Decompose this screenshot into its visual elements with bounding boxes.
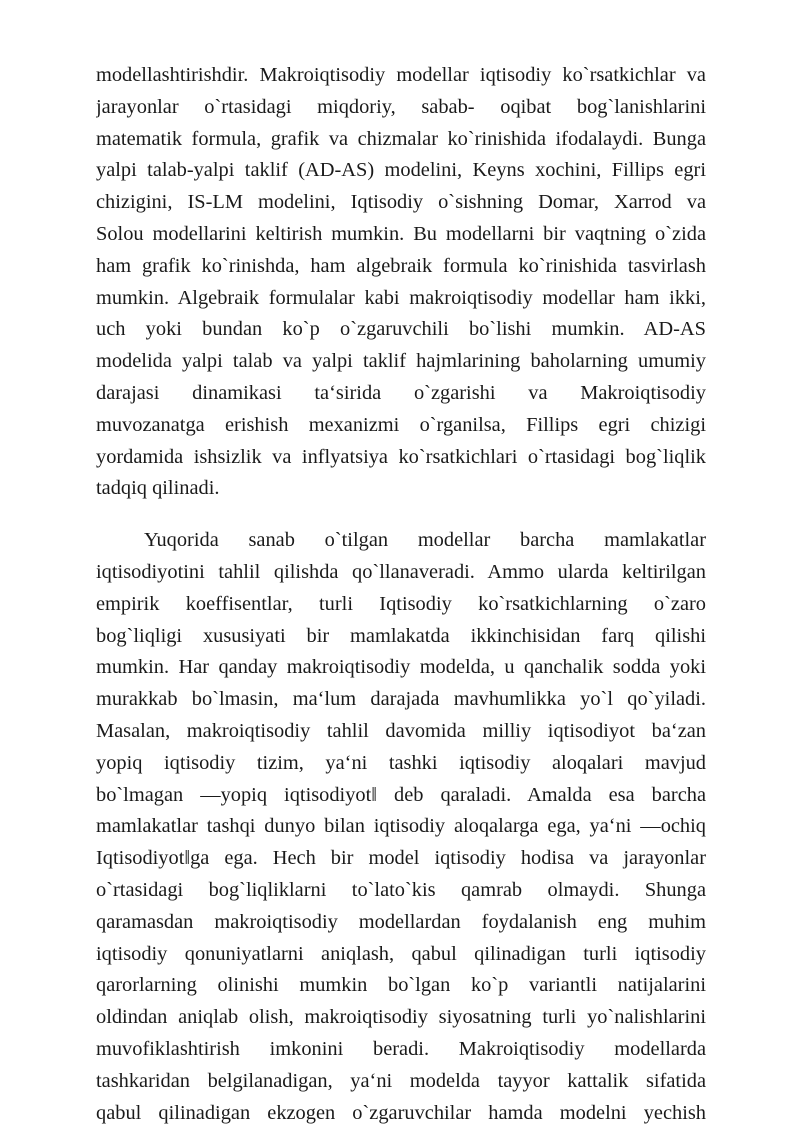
- paragraph-1: [96, 60, 706, 505]
- text-line: modelida yalpi talab va yalpi taklif hajmlarining baholarning umumiy: [96, 350, 706, 373]
- text-line: bo`lmagan ―yopiq iqtisodiyot‖ deb qaraladi. Amalda esa barcha: [96, 783, 706, 806]
- text-line: iqtisodiy qonuniyatlarni aniqlash, qabul qilinadigan turli iqtisodiy: [96, 942, 706, 965]
- text-line: mumkin. Algebraik formulalar kabi makroiqtisodiy modellar ham ikki,: [96, 286, 706, 309]
- text-line: bog`liqligi xususiyati bir mamlakatda ikkinchisidan farq qilishi: [96, 624, 706, 647]
- text-line: iqtisodiyotini tahlil qilishda qo`llanaveradi. Ammo ularda keltirilgan: [96, 560, 706, 583]
- text-line: empirik koeffisentlar, turli Iqtisodiy ko`rsatkichlarning o`zaro: [96, 592, 706, 615]
- paragraph-2: [96, 525, 706, 1129]
- document-page: [96, 60, 706, 1129]
- text-line: oldindan aniqlab olish, makroiqtisodiy siyosatning turli yo`nalishlarini: [96, 1006, 706, 1029]
- text-line: Solou modellarini keltirish mumkin. Bu modellarni bir vaqtning o`zida: [96, 222, 706, 245]
- text-line: tashkaridan belgilanadigan, ya‘ni modelda tayyor kattalik sifatida: [96, 1069, 706, 1092]
- text-line: matematik formula, grafik va chizmalar ko`rinishida ifodalaydi. Bunga: [96, 127, 706, 150]
- text-line: jarayonlar o`rtasidagi miqdoriy, sabab- oqibat bog`lanishlarini: [96, 95, 706, 118]
- text-line: mamlakatlar tashqi dunyo bilan iqtisodiy aloqalarga ega, ya‘ni ―ochiq: [96, 815, 706, 838]
- text-line: yalpi talab-yalpi taklif (AD-AS) modelini, Keyns xochini, Fillips egri: [96, 159, 706, 182]
- text-line: qarorlarning olinishi mumkin bo`lgan ko`p variantli natijalarini: [96, 974, 706, 997]
- text-line: tadqiq qilinadi.: [96, 477, 220, 500]
- text-line: chizigini, IS-LM modelini, Iqtisodiy o`sishning Domar, Xarrod va: [96, 191, 706, 214]
- text-line: Masalan, makroiqtisodiy tahlil davomida milliy iqtisodiyot ba‘zan: [96, 719, 706, 742]
- text-line: yordamida ishsizlik va inflyatsiya ko`rsatkichlari o`rtasidagi bog`liqlik: [96, 445, 706, 468]
- paragraph-gap: [96, 505, 706, 525]
- text-line: Iqtisodiyot‖ga ega. Hech bir model iqtisodiy hodisa va jarayonlar: [96, 847, 706, 870]
- text-line: mumkin. Har qanday makroiqtisodiy modelda, u qanchalik sodda yoki: [96, 656, 706, 679]
- text-line: muvozanatga erishish mexanizmi o`rganilsa, Fillips egri chizigi: [96, 413, 706, 436]
- text-line: yopiq iqtisodiy tizim, ya‘ni tashki iqtisodiy aloqalari mavjud: [96, 751, 706, 774]
- text-line: murakkab bo`lmasin, ma‘lum darajada mavhumlikka yo`l qo`yiladi.: [96, 688, 706, 711]
- text-line: ham grafik ko`rinishda, ham algebraik formula ko`rinishida tasvirlash: [96, 254, 706, 277]
- text-line: darajasi dinamikasi ta‘sirida o`zgarishi va Makroiqtisodiy: [96, 381, 706, 404]
- text-line: Yuqorida sanab o`tilgan modellar barcha mamlakatlar: [144, 529, 706, 552]
- text-line: uch yoki bundan ko`p o`zgaruvchili bo`lishi mumkin. AD-AS: [96, 318, 706, 341]
- text-line: modellashtirishdir. Makroiqtisodiy modellar iqtisodiy ko`rsatkichlar va: [96, 64, 706, 86]
- text-line: qaramasdan makroiqtisodiy modellardan foydalanish eng muhim: [96, 910, 706, 933]
- text-line: muvofiklashtirish imkonini beradi. Makroiqtisodiy modellarda: [96, 1037, 706, 1060]
- text-line: o`rtasidagi bog`liqliklarni to`lato`kis qamrab olmaydi. Shunga: [96, 878, 706, 901]
- text-line: qabul qilinadigan ekzogen o`zgaruvchilar hamda modelni yechish: [96, 1101, 706, 1124]
